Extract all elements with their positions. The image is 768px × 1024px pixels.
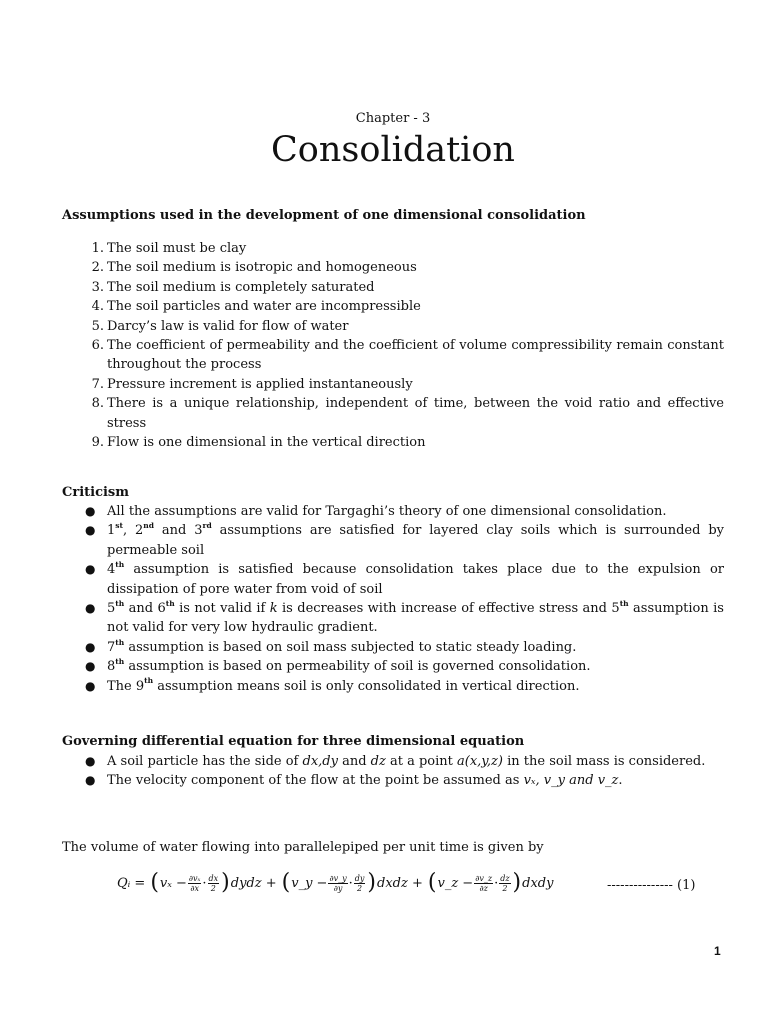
list-item: ● 8th assumption is based on permeability of soil is governed consolidation.	[62, 657, 724, 676]
equation-number: --------------- (1)	[607, 878, 696, 893]
list-item: 9. Flow is one dimensional in the vertical direction	[91, 435, 426, 451]
bullet-icon: ●	[85, 601, 96, 616]
list-item: ● The 9th assumption means soil is only consolidated in vertical direction.	[62, 677, 724, 696]
assumptions-heading: Assumptions used in the development of one dimensional consolidation	[62, 208, 586, 223]
bullet-icon: ●	[85, 678, 96, 693]
equation-1: Qᵢ = ( vₓ − $\frac{\text{∂vₓ}}{\partial x}$ · $\frac{dx}{2}$ ) dydz + ( v_y − $\frac{\partial v\_y}{\partial y}$ · $\frac{dy}{2}$ ) dxdz + ( v_z − $\frac{\partial v\_z}{\partial z}$ · $\frac{dz}{2}$ ) dxdy	[117, 870, 554, 895]
bullet-icon: ●	[85, 523, 96, 538]
list-item: ● 1st, 2nd and 3rd assumptions are satisfied for layered clay soils which is surrounded by permeable soil	[85, 521, 724, 558]
list-item: ● 5th and 6th is not valid if k is decreases with increase of effective stress and 5th assumption is not valid for very low hydraulic gradient.	[85, 598, 724, 636]
chapter-label: Chapter - 3	[355, 111, 431, 126]
list-item: 5. Darcy’s law is valid for flow of water	[91, 318, 349, 334]
bullet-icon: ●	[85, 754, 96, 768]
list-item: 8. There is a unique relationship, independent of time, between the void ratio and effective stress	[91, 396, 724, 431]
bullet-icon: ●	[85, 773, 96, 788]
assumptions-list	[62, 239, 724, 452]
list-item: ● 7th assumption is based on soil mass subjected to static steady loading.	[62, 638, 724, 657]
criticism-heading: Criticism	[62, 485, 130, 500]
bullet-icon: ●	[85, 562, 96, 577]
list-item: 7. Pressure increment is applied instantaneously	[91, 376, 413, 392]
list-item: 6. The coefficient of permeability and the coefficient of volume compressibility remain constant throughout the process	[91, 338, 724, 373]
bullet-icon: ●	[85, 659, 96, 674]
criticism-list	[62, 502, 724, 696]
bullet-icon: ●	[85, 639, 96, 654]
bullet-icon: ●	[85, 504, 96, 518]
list-item: ● A soil particle has the side of dx,dy and dz at a point a(x,y,z) in the soil mass is considered.	[62, 752, 724, 771]
governing-heading: Governing differential equation for three dimensional equation	[62, 734, 525, 749]
list-item: 3. The soil medium is completely saturated	[91, 279, 375, 295]
list-item: 2. The soil medium is isotropic and homogeneous	[91, 260, 417, 276]
document-page	[62, 0, 724, 1024]
page-title: Consolidation	[271, 130, 515, 170]
equation-intro: The volume of water flowing into parallelepiped per unit time is given by	[62, 840, 544, 855]
list-item: ● 4th assumption is satisfied because consolidation takes place due to the expulsion or dissipation of pore water from void of soil	[85, 559, 724, 597]
list-item: 1. The soil must be clay	[91, 241, 247, 256]
page-number: 1	[714, 944, 721, 958]
list-item: ● The velocity component of the flow at the point be assumed as vₓ, v_y and v_z.	[62, 771, 724, 790]
list-item: 4. The soil particles and water are incompressible	[91, 299, 421, 315]
governing-list	[62, 752, 724, 791]
list-item: ● All the assumptions are valid for Targaghi’s theory of one dimensional consolidation.	[62, 502, 724, 521]
